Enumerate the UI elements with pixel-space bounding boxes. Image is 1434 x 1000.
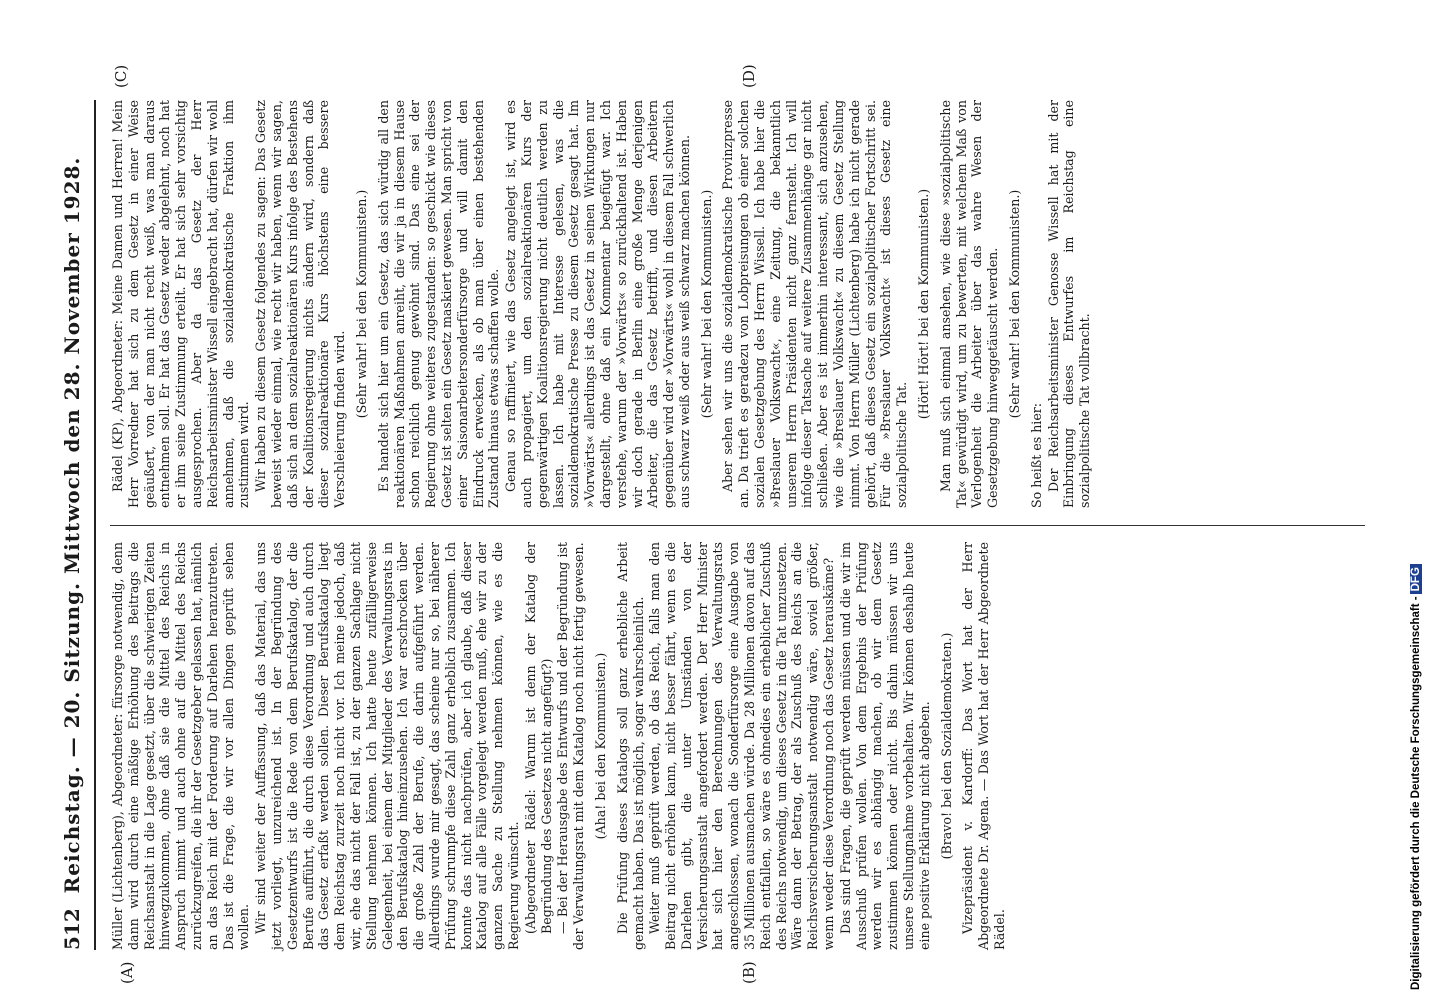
right-column (110, 100, 1094, 508)
page-title: Reichstag. — 20. Sitzung. Mittwoch den 28. November 1928. (60, 156, 84, 894)
paragraph: Aber sehen wir uns die sozialdemokratische Provinzpresse an. Da trieft es geradezu von Lobpreisungen ob einer solchen sozialen Gesetzgebung des Herrn Wissell. Ich habe hier die »Breslauer Volkswacht«, eine Zeitung, die bekanntlich unserem Herrn Präsidenten nicht ganz fernsteht. Ich will infolge dieser Tatsache auf weitere Zusammenhänge gar nicht schließen. Aber es ist immerhin interessant, sich anzusehen, wie die »Breslauer Volkswacht« zu diesem Gesetz Stellung nimmt. Von Herrn Müller (Lichtenberg) habe ich nicht gerade gehört, daß dieses Gesetz ein sozialpolitischer Fortschritt sei. Für die »Breslauer Volkswacht« ist dieses Gesetz eine sozialpolitische Tat. (720, 100, 910, 508)
credit-text: Digitalisierung gefördert durch die Deutsche Forschungsgemeinschaft - (1410, 596, 1422, 990)
dfg-logo: DFG (1410, 564, 1422, 594)
paragraph: Das sind Fragen, die geprüft werden müssen und die wir im Ausschuß prüfen wollen. Von dem Ergebnis der Prüfung werden wir es abhängig machen, ob wir dem Gesetz zustimmen können oder nicht. Bis dahin müssen wir uns unsere Stellungnahme vorbehalten. Wir können deshalb heute eine positive Erklärung nicht abgeben. (837, 542, 932, 950)
interjection: (Sehr wahr! bei den Kommunisten.) (698, 189, 714, 419)
paragraph: Vizepräsident v. Kardorff: Das Wort hat der Herr Abgeordnete Dr. Agena. — Das Wort hat der Herr Abgeordnete Rädel. (960, 542, 1008, 950)
paragraph: Genau so raffiniert, wie das Gesetz angelegt ist, wird es auch propagiert, um den sozialreaktionären Kurs der gegenwärtigen Koalitionsregierung nicht deutlich werden zu lassen. Ich habe mit Interesse gelesen, was die sozialdemokratische Presse zu diesem Gesetz gesagt hat. Im »Vorwärts« allerdings ist das Gesetz in seinen Wirkungen nur dargestellt, ohne daß ein Kommentar beigefügt war. Ich verstehe, warum der »Vorwärts« so zurückhaltend ist. Haben wir doch gerade in Berlin eine große Menge derjenigen Arbeiter, die das Gesetz betrifft, und diesen Arbeitern gegenüber wird der »Vorwärts« wohl in diesem Fall schwerlich aus schwarz weiß oder aus weiß schwarz machen können. (503, 100, 692, 508)
margin-mark-d: (D) (740, 64, 758, 88)
margin-mark-b: (B) (740, 961, 758, 984)
interjection: (Sehr wahr! bei den Kommunisten.) (353, 189, 369, 419)
newspaper-page (50, 64, 1390, 984)
left-column (110, 542, 1009, 950)
paragraph: — Bei der Herausgabe des Entwurfs und der Begründung ist der Verwaltungsrat mit dem Katalog noch nicht fertig gewesen. (555, 542, 587, 950)
paragraph: Rädel (KP), Abgeordneter: Meine Damen und Herren! Mein Herr Vorredner hat sich zu dem Gesetz in einer Weise geäußert, von der man nicht recht weiß, was man daraus entnehmen soll. Er hat das Gesetz weder abgelehnt, noch hat er ihm seine Zustimmung erteilt. Er hat sich sehr vorsichtig ausgesprochen. Aber da das Gesetz der Herr Reichsarbeitsminister Wissell eingebracht hat, dürfen wir wohl annehmen, daß die sozialdemokratische Fraktion ihm zustimmen wird. (110, 100, 252, 508)
paragraph: Man muß sich einmal ansehen, wie diese »sozialpolitische Tat« gewürdigt wird, um zu bewerten, mit welchem Maß von Verlogenheit die Arbeiter über das wahre Wesen der Gesetzgebung hinweggetäuscht werden. (937, 100, 1001, 508)
paragraph: Müller (Lichtenberg), Abgeordneter: fürsorge notwendig, denn dann wird durch eine mäßige Erhöhung des Beitrags die Reichsanstalt in die Lage gesetzt, über die schwierigen Zeiten hinwegzukommen, ohne daß sie die Mittel des Reichs in Anspruch nimmt und auch ohne auf die Mittel des Reichs zurückzugreifen, die ihr der Gesetzgeber gelassen hat, nämlich an das Reich mit der Forderung auf Darlehen heranzutreten. Das ist die Frage, die wir vor allen Dingen geprüft sehen wollen. (110, 542, 252, 950)
page-number: 512 (60, 908, 84, 950)
paragraph: Die Prüfung dieses Katalogs soll ganz erhebliche Arbeit gemacht haben. Das ist möglich, sogar wahrscheinlich. (614, 542, 646, 950)
column-divider (110, 525, 1365, 526)
digitization-credit (1410, 0, 1432, 990)
paragraph: Wir sind weiter der Auffassung, daß das Material, das uns jetzt vorliegt, unzureichend ist. In der Begründung des Gesetzentwurfs ist die Rede von dem Berufskatalog, der die Berufe aufführt, die durch diese Verordnung und auch durch das Gesetz erfaßt werden sollen. Dieser Berufskatalog liegt dem Reichstag zurzeit noch nicht vor. Ich meine jedoch, daß wir, ehe das nicht der Fall ist, zu der ganzen Sachlage nicht Stellung nehmen können. Ich hatte heute zufälligerweise Gelegenheit, bei einem der Mitglieder des Verwaltungsrats in den Berufskatalog hineinzusehen. Ich war erschrocken über die große Zahl der Berufe, die darin aufgeführt werden. Allerdings wurde mir gesagt, das scheine nur so, bei näherer Prüfung schrumpfe diese Zahl ganz erheblich zusammen. Ich konnte das nicht nachprüfen, aber ich glaube, daß dieser Katalog auf alle Fälle vorgelegt werden muß, ehe wir zu der ganzen Sache zu Stellung nehmen können, wie es die Regierung wünscht. (253, 542, 521, 950)
paragraph: Es handelt sich hier um ein Gesetz, das sich würdig all den reaktionären Maßnahmen anreiht, die wir ja in diesem Hause schon reichlich genug gewöhnt sind. Das eine sei der Regierung ohne weiteres zugestanden: so geschickt wie dieses Gesetz ist selten ein Gesetz maskiert gewesen. Man spricht von einer Saisonarbeitersonderfürsorge und will damit den Eindruck erwecken, als ob man über einen bestehenden Zustand hinaus etwas schaffen wolle. (375, 100, 502, 508)
quotation: Der Reichsarbeitsminister Genosse Wissell hat mit der Einbringung dieses Entwurfes im Reichstag eine sozialpolitische Tat vollbracht. (1045, 100, 1093, 508)
page-header (50, 100, 96, 950)
paragraph: Wir haben zu diesem Gesetz folgendes zu sagen: Das Gesetz beweist wieder einmal, wie recht wir haben, wenn wir sagen, daß sich an dem sozialreaktionären Kurs infolge des Bestehens der Koalitionsregierung nichts ändern wird, sondern daß dieser sozialreaktionäre Kurs höchstens eine bessere Verschleierung finden wird. (253, 100, 348, 508)
paragraph: So heißt es hier: (1028, 402, 1044, 508)
margin-mark-c: (C) (112, 64, 130, 88)
interjection: (Bravo! bei den Sozialdemokraten.) (938, 632, 954, 860)
paragraph: Weiter muß geprüft werden, ob das Reich, falls man den Beitrag nicht erhöhen kann, nicht besser fährt, wenn es die Darlehen gibt, die unter Umständen von der Versicherungsanstalt angefordert werden. Der Herr Minister hat sich hier den Berechnungen des Verwaltungsrats angeschlossen, wonach die Sonderfürsorge eine Ausgabe von 35 Millionen ausmachen würde. Da 28 Millionen davon auf das Reich entfallen, so wäre es ohnedies ein erheblicher Zuschuß des Reichs notwendig, um dieses Gesetz in die Tat umzusetzen. Wäre dann der Betrag, der als Zuschuß des Reichs an die Reichsversicherungsanstalt notwendig wäre, soviel größer, wenn weder diese Verordnung noch das Gesetz herauskäme? (647, 542, 837, 950)
interjection: (Abgeordneter Rädel: Warum ist denn der Katalog der Begründung des Gesetzes nicht angefügt?) (522, 542, 554, 934)
interjection: (Hört! Hört! bei den Kommunisten.) (916, 188, 932, 420)
interjection: (Sehr wahr! bei den Kommunisten.) (1007, 189, 1023, 419)
interjection: (Aha! bei den Kommunisten.) (592, 652, 608, 840)
margin-mark-a: (A) (118, 961, 136, 984)
